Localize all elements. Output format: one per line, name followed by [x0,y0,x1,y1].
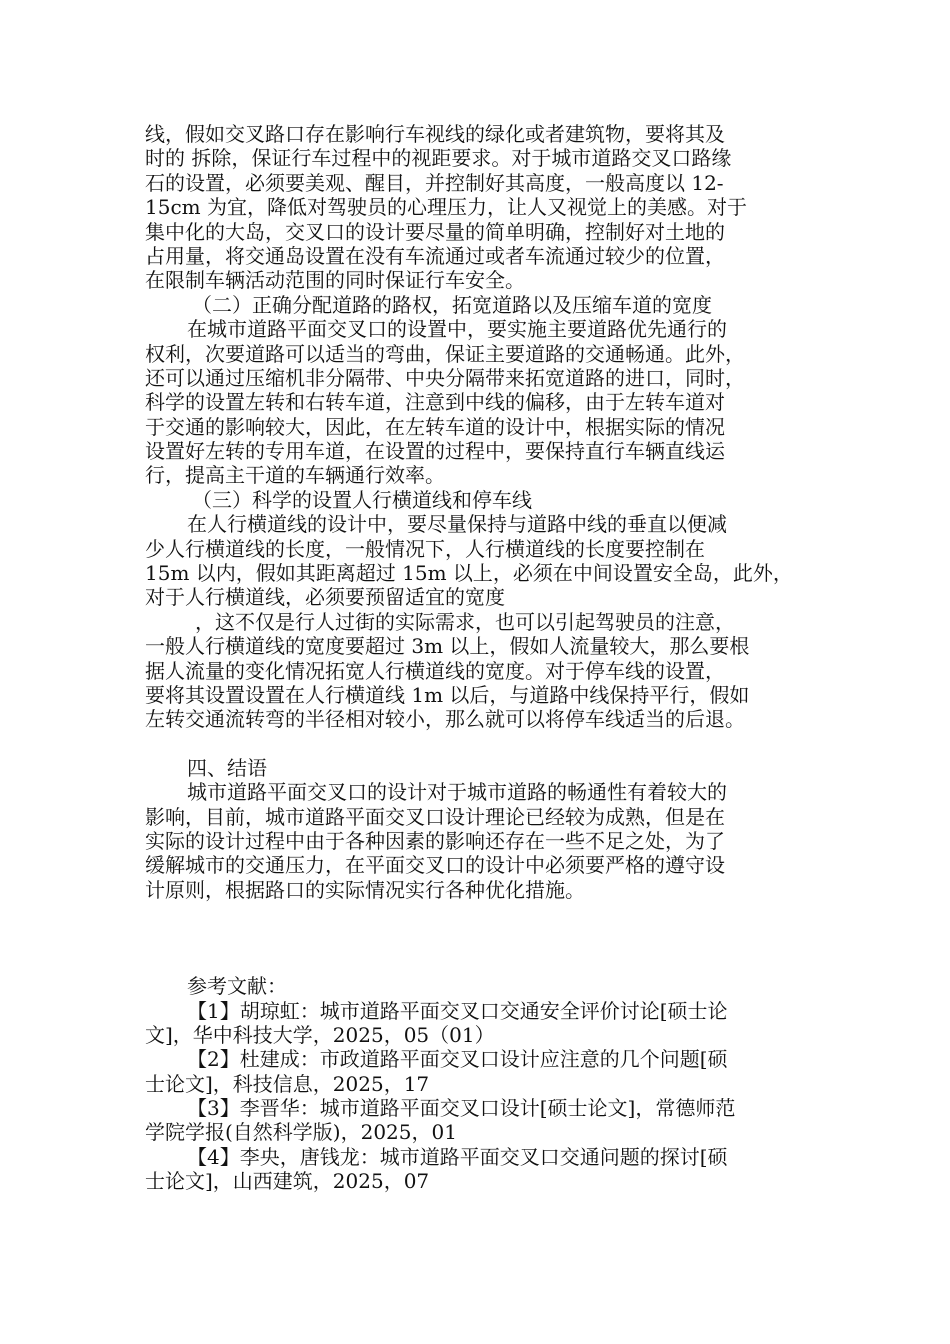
text-line: 士论文]，山西建筑，2025，07 [145,1169,430,1194]
text-line: 士论文]，科技信息，2025，17 [145,1071,430,1096]
spacer [145,732,835,756]
text-line: 缓解城市的交通压力，在平面交叉口的设计中必须要严格的遵守设 [145,853,725,878]
text-line: 影响，目前，城市道路平面交叉口设计理论已经较为成熟，但是在 [145,804,725,829]
text-line: 【3】李晋华：城市道路平面交叉口设计[硕士论文]，常德师范 [187,1096,736,1121]
section-heading: （三）科学的设置人行横道线和停车线 [192,487,532,512]
text-line: 科学的设置左转和右转车道，注意到中线的偏移，由于左转车道对 [145,390,725,415]
reference-item [145,1145,835,1194]
text-line: 在人行横道线的设计中，要尽量保持与道路中线的垂直以便减 [187,512,727,537]
reference-item [145,1096,835,1145]
text-line: 【4】李央，唐钱龙：城市道路平面交叉口交通问题的探讨[硕 [187,1144,728,1169]
reference-item [145,999,835,1048]
text-line: 据人流量的变化情况拓宽人行横道线的宽度。对于停车线的设置， [145,658,725,683]
text-line: 少人行横道线的长度，一般情况下，人行横道线的长度要控制在 [145,536,705,561]
references-heading: 参考文献： [187,974,287,999]
body-paragraph [145,780,835,902]
section-heading: （二）正确分配道路的路权，拓宽道路以及压缩车道的宽度 [192,292,712,317]
section-heading: 四、结语 [187,755,267,780]
reference-item [145,1047,835,1096]
text-line: 计原则，根据路口的实际情况实行各种优化措施。 [145,877,585,902]
references-list [145,999,835,1194]
text-line: 学院学报(自然科学版)，2025，01 [145,1120,457,1145]
text-line: ，这不仅是行人过街的实际需求，也可以引起驾驶员的注意， [195,609,735,634]
text-line: 一般人行横道线的宽度要超过 3m 以上，假如人流量较大，那么要根 [145,634,750,659]
text-line: 左转交通流转弯的半径相对较小，那么就可以将停车线适当的后退。 [145,707,745,732]
text-line: 文]，华中科技大学，2025，05（01） [145,1022,495,1047]
text-line: 【1】胡琼虹：城市道路平面交叉口交通安全评价讨论[硕士论 [187,998,728,1023]
text-line: 15cm 为宜，降低对驾驶员的心理压力，让人又视觉上的美感。对于 [145,195,747,220]
text-line: 权利，次要道路可以适当的弯曲，保证主要道路的交通畅通。此外， [145,341,745,366]
text-line: 行，提高主干道的车辆通行效率。 [145,463,445,488]
text-line: 设置好左转的专用车道，在设置的过程中，要保持直行车辆直线运 [145,439,725,464]
document-body [145,122,835,1194]
text-line: 【2】杜建成：市政道路平面交叉口设计应注意的几个问题[硕 [187,1047,728,1072]
text-line: 石的设置，必须要美观、醒目，并控制好其高度，一般高度以 12- [145,170,724,195]
text-line: 城市道路平面交叉口的设计对于城市道路的畅通性有着较大的 [187,780,727,805]
text-line: 要将其设置设置在人行横道线 1m 以后，与道路中线保持平行，假如 [145,682,750,707]
text-line: 于交通的影响较大，因此，在左转车道的设计中，根据实际的情况 [145,414,725,439]
text-line: 线，假如交叉路口存在影响行车视线的绿化或者建筑物，要将其及 [145,122,725,146]
text-line: 时的 拆除，保证行车过程中的视距要求。对于城市道路交叉口路缘 [145,146,732,171]
body-paragraph [145,610,835,732]
text-line: 对于人行横道线，必须要预留适宜的宽度 [145,585,505,610]
text-line: 在限制车辆活动范围的同时保证行车安全。 [145,268,525,293]
text-line: 还可以通过压缩机非分隔带、中央分隔带来拓宽道路的进口，同时， [145,365,745,390]
text-line: 实际的设计过程中由于各种因素的影响还存在一些不足之处，为了 [145,828,725,853]
text-line: 15m 以内，假如其距离超过 15m 以上，必须在中间设置安全岛，此外， [145,561,793,586]
spacer [145,902,835,974]
text-line: 占用量，将交通岛设置在没有车流通过或者车流通过较少的位置， [145,243,725,268]
body-paragraph [145,317,835,488]
text-line: 在城市道路平面交叉口的设置中，要实施主要道路优先通行的 [187,317,727,342]
body-paragraph [145,122,835,293]
text-line: 集中化的大岛，交叉口的设计要尽量的简单明确，控制好对土地的 [145,219,725,244]
body-paragraph [145,512,835,610]
